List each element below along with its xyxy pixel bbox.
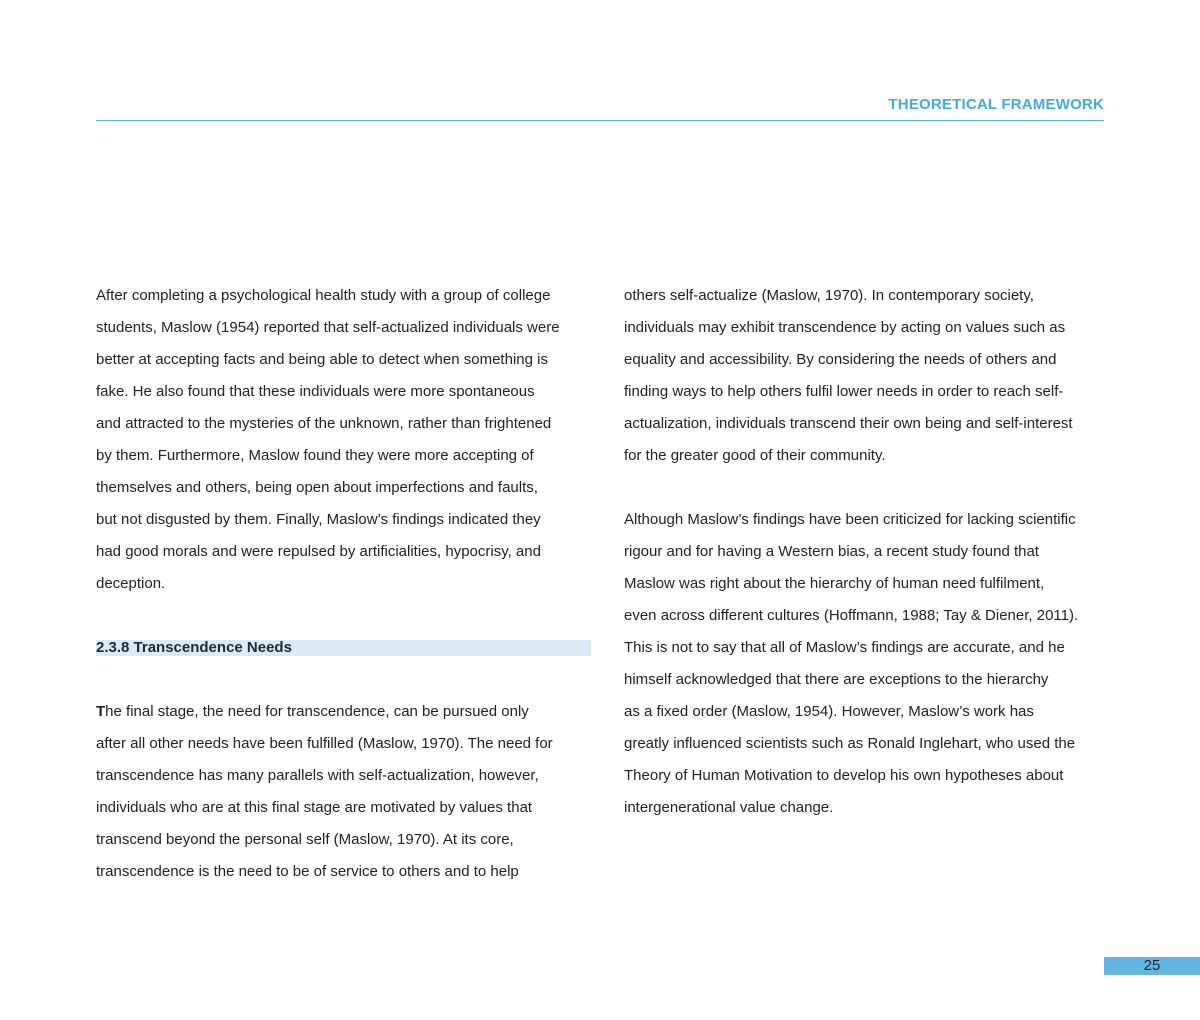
paragraph-transcendence [96,696,591,888]
text-line: Theory of Human Motivation to develop his own hypotheses about [624,767,1064,784]
text-line: actualization, individuals transcend their own being and self-interest [624,415,1073,432]
text-line: transcendence is the need to be of service to others and to help [96,863,519,880]
paragraph-spacer [96,600,591,632]
text-line: This is not to say that all of Maslow’s findings are accurate, and he [624,639,1065,656]
text-line: transcendence has many parallels with self-actualization, however, [96,767,539,784]
text-line: students, Maslow (1954) reported that self-actualized individuals were [96,319,560,336]
text-line: others self-actualize (Maslow, 1970). In contemporary society, [624,287,1034,304]
text-line: greatly influenced scientists such as Ronald Inglehart, who used the [624,735,1076,752]
text-line-rest: he final stage, the need for transcendence, can be pursued only [105,703,529,720]
paragraph-spacer [624,472,1104,504]
left-column [96,280,591,888]
paragraph-maslow-criticism [624,504,1104,824]
text-line: deception. [96,575,166,592]
text-line: themselves and others, being open about imperfections and faults, [96,479,538,496]
text-line: and attracted to the mysteries of the unknown, rather than frightened [96,415,552,432]
text-line-first [96,696,591,728]
text-line: after all other needs have been fulfilled (Maslow, 1970). The need for [96,735,553,752]
text-line: rigour and for having a Western bias, a recent study found that [624,543,1039,560]
text-line: finding ways to help others fulfil lower needs in order to reach self- [624,383,1064,400]
text-line: fake. He also found that these individuals were more spontaneous [96,383,535,400]
text-line: Although Maslow’s findings have been criticized for lacking scientific [624,511,1076,528]
text-line: but not disgusted by them. Finally, Maslow’s findings indicated they [96,511,541,528]
text-line: by them. Furthermore, Maslow found they were more accepting of [96,447,534,464]
text-line: himself acknowledged that there are exceptions to the hierarchy [624,671,1049,688]
paragraph-self-actualization-findings [96,280,591,600]
header-divider [96,120,1104,121]
text-line: had good morals and were repulsed by artificialities, hypocrisy, and [96,543,541,560]
text-line: as a fixed order (Maslow, 1954). However, Maslow’s work has [624,703,1034,720]
text-line: After completing a psychological health study with a group of college [96,287,551,304]
text-line: for the greater good of their community. [624,447,886,464]
text-line: even across different cultures (Hoffmann, 1988; Tay & Diener, 2011). [624,607,1079,624]
text-line: transcend beyond the personal self (Maslow, 1970). At its core, [96,831,514,848]
paragraph-transcendence-continued [624,280,1104,472]
running-header-title: THEORETICAL FRAMEWORK [888,96,1104,113]
drop-cap: T [96,703,106,720]
right-column [624,280,1104,824]
text-line: intergenerational value change. [624,799,834,816]
text-line: individuals who are at this final stage are motivated by values that [96,799,533,816]
section-heading-transcendence-needs: 2.3.8 Transcendence Needs [96,640,591,656]
text-line: better at accepting facts and being able to detect when something is [96,351,548,368]
text-line: individuals may exhibit transcendence by acting on values such as [624,319,1066,336]
page-number-badge: 25 [1104,957,1200,975]
text-line: Maslow was right about the hierarchy of human need fulfilment, [624,575,1045,592]
paragraph-spacer [96,664,591,696]
text-line: equality and accessibility. By considering the needs of others and [624,351,1057,368]
